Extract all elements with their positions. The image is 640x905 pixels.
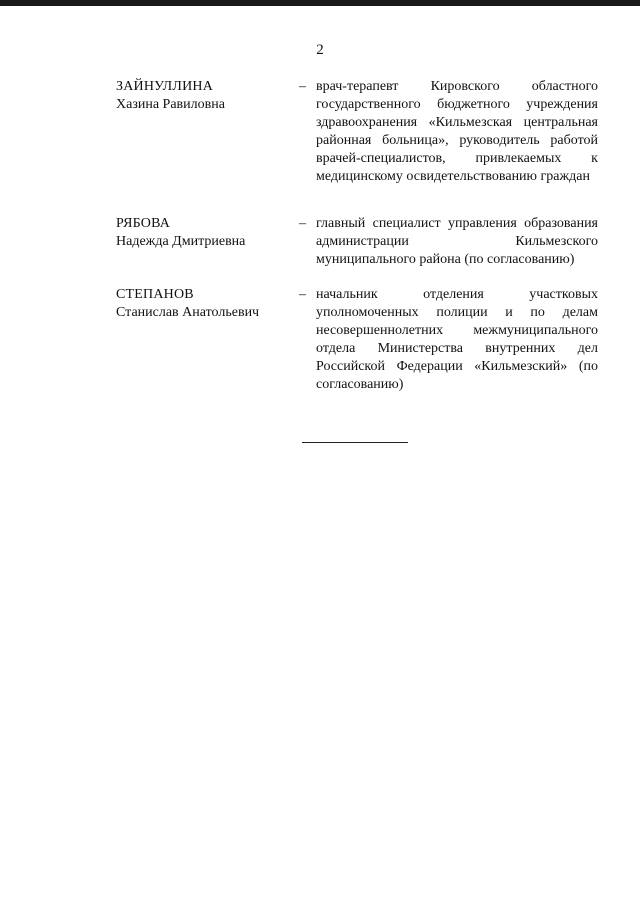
member-given-names: Станислав Анатольевич xyxy=(116,305,260,320)
member-description: врач-терапевт Кировского областного государственного бюджетного учреждения здравоохранения «Кильмезская центральная районная больница», руководитель работой врачей-специалистов, привлекаемых к медицинскому освидетельствованию граждан xyxy=(316,79,598,184)
page-number: 2 xyxy=(316,42,324,58)
dash-separator: – xyxy=(299,216,306,231)
member-name xyxy=(116,78,296,114)
member-given-names: Хазина Равиловна xyxy=(116,97,225,112)
member-surname: ЗАЙНУЛЛИНА xyxy=(116,79,213,94)
top-border-rule xyxy=(0,0,640,6)
member-surname: РЯБОВА xyxy=(116,216,171,231)
member-surname: СТЕПАНОВ xyxy=(116,287,194,302)
closing-rule xyxy=(302,442,408,443)
member-given-names: Надежда Дмитриевна xyxy=(116,234,246,249)
member-description: начальник отделения участковых уполномоченных полиции и по делам несовершеннолетних межмуниципального отдела Министерства внутренних дел Российской Федерации «Кильмезский» (по согласованию) xyxy=(316,287,598,392)
dash-separator: – xyxy=(299,79,306,94)
member-name xyxy=(116,286,296,322)
member-description: главный специалист управления образования администрации Кильмезского муниципального района (по согласованию) xyxy=(316,216,598,267)
dash-separator: – xyxy=(299,287,306,302)
member-name xyxy=(116,215,296,251)
